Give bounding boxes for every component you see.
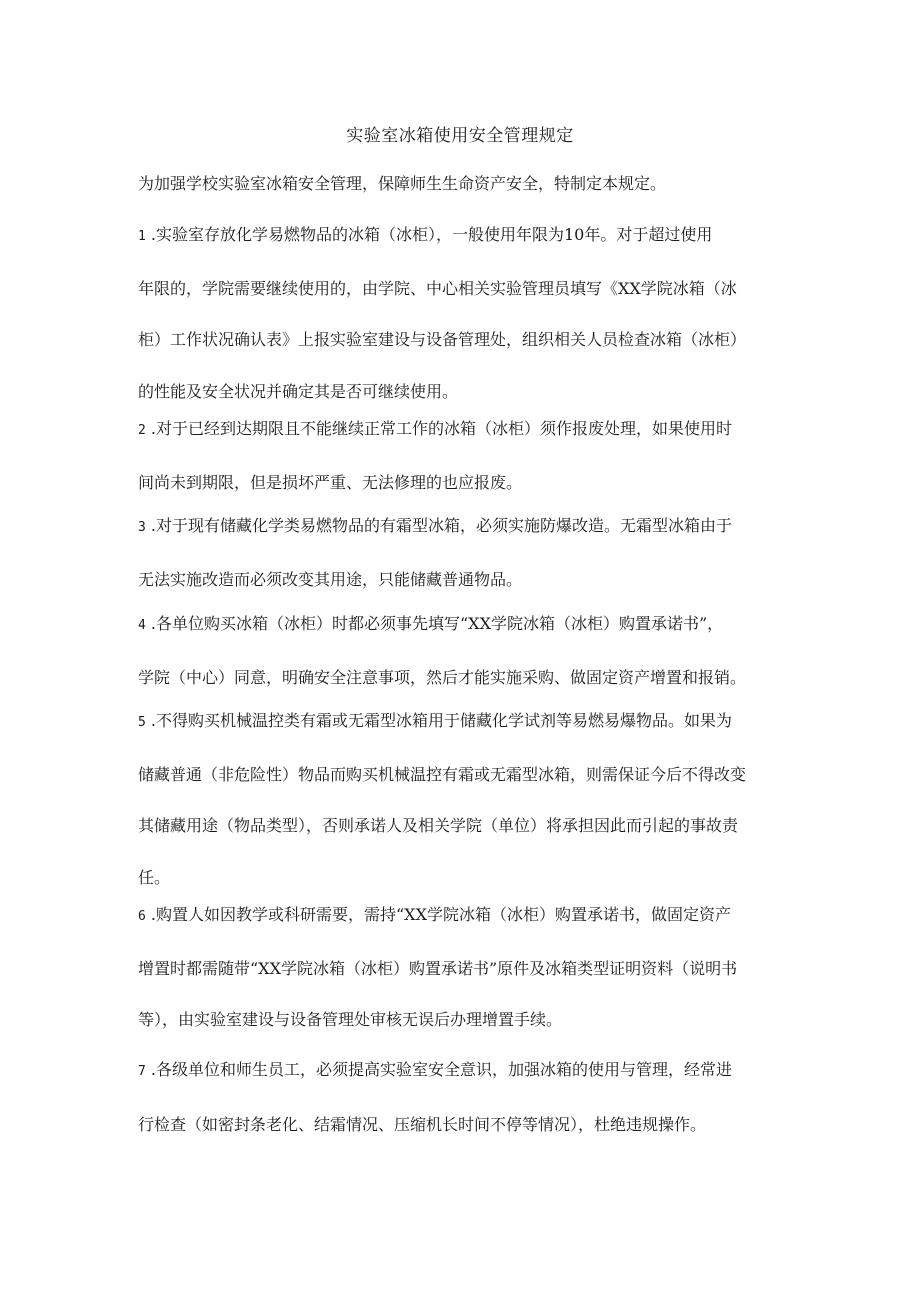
clause-number: 3 xyxy=(138,520,146,535)
clause-line: 其储藏用途（物品类型），否则承诺人及相关学院（单位）将承担因此而引起的事故责 xyxy=(138,816,739,835)
clause-line: .对于现有储藏化学类易燃物品的有霜型冰箱，必须实施防爆改造。无霜型冰箱由于 xyxy=(145,516,733,535)
clause-line: 的性能及安全状况并确定其是否可继续使用。 xyxy=(138,381,459,401)
clause-2 xyxy=(138,403,798,508)
clause-line: 行检查（如密封条老化、结霜情况、压缩机长时间不停等情况），杜绝违规操作。 xyxy=(138,1115,707,1134)
clause-line: 储藏普通（非危险性）物品而购买机械温控有霜或无霜型冰箱，则需保证今后不得改变 xyxy=(138,764,747,784)
clause-number: 2 xyxy=(138,423,146,438)
clause-line: 等），由实验室建设与设备管理处审核无误后办理增置手续。 xyxy=(138,1010,563,1029)
clause-number: 7 xyxy=(138,1064,146,1079)
clause-line: .不得购买机械温控类有霜或无霜型冰箱用于储藏化学试剂等易燃易爆物品。如果为 xyxy=(145,711,733,730)
clause-number: 5 xyxy=(138,715,146,730)
clause-number: 6 xyxy=(138,909,146,924)
clause-1 xyxy=(138,209,798,417)
clause-5 xyxy=(138,695,798,903)
clause-line: .各单位购买冰箱（冰柜）时都必须事先填写“XX学院冰箱（冰柜）购置承诺书”， xyxy=(145,614,724,633)
clause-number: 4 xyxy=(138,618,146,633)
clause-6 xyxy=(138,889,798,1046)
clause-line: .对于已经到达期限且不能继续正常工作的冰箱（冰柜）须作报废处理，如果使用时 xyxy=(145,419,733,438)
clause-line: 任。 xyxy=(138,867,171,887)
clause-line: .购置人如因教学或科研需要，需持“XX学院冰箱（冰柜）购置承诺书，做固定资产 xyxy=(145,905,731,924)
document-title: 实验室冰箱使用安全管理规定 xyxy=(346,126,574,146)
clause-line: 间尚未到期限，但是损坏严重、无法修理的也应报废。 xyxy=(138,472,523,492)
clause-4 xyxy=(138,598,798,703)
clause-3 xyxy=(138,500,798,605)
clause-line: 增置时都需随带“XX学院冰箱（冰柜）购置承诺书”原件及冰箱类型证明资料（说明书 xyxy=(138,958,738,978)
clause-line: .实验室存放化学易燃物品的冰箱（冰柜），一般使用年限为10年。对于超过使用 xyxy=(145,225,713,244)
clause-line: 无法实施改造而必须改变其用途，只能储藏普通物品。 xyxy=(138,569,523,589)
clause-line: 年限的，学院需要继续使用的，由学院、中心相关实验管理员填写《XX学院冰箱（冰 xyxy=(138,278,737,298)
clause-7 xyxy=(138,1043,798,1151)
intro-text: 为加强学校实验室冰箱安全管理，保障师生生命资产安全，特制定本规定。 xyxy=(138,174,667,193)
clause-number: 1 xyxy=(138,229,146,244)
clause-line: 学院（中心）同意，明确安全注意事项，然后才能实施采购、做固定资产增置和报销。 xyxy=(138,667,747,687)
clause-line: .各级单位和师生员工，必须提高实验室安全意识，加强冰箱的使用与管理，经常进 xyxy=(145,1060,733,1079)
intro-paragraph xyxy=(138,158,798,210)
clause-line: 柜）工作状况确认表》上报实验室建设与设备管理处，组织相关人员检查冰箱（冰柜） xyxy=(138,330,747,349)
